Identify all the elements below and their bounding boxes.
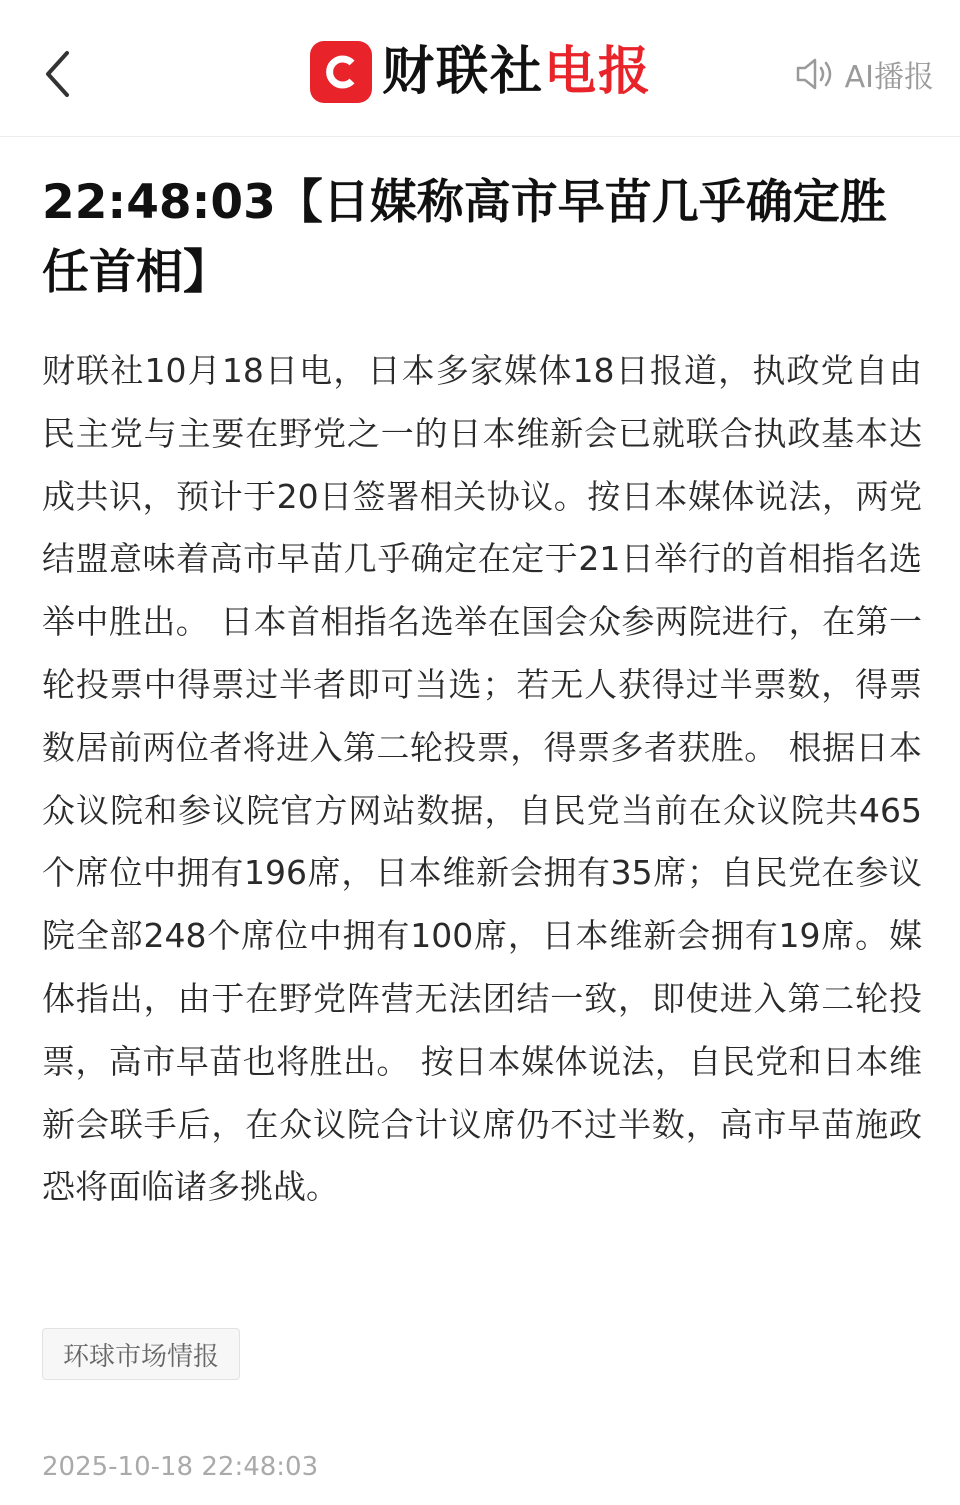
back-chevron-icon <box>43 49 73 99</box>
brand-logo <box>310 40 652 104</box>
brand-name-part1: 财联社 <box>382 42 545 102</box>
article-body: 财联社10月18日电，日本多家媒体18日报道，执政党自由民主党与主要在野党之一的日本维新会已就联合执政基本达成共识，预计于20日签署相关协议。按日本媒体说法，两党结盟意味着高市早苗几乎确定在定于21日举行的首相指名选举中胜出。 日本首相指名选举在国会众参两院进行，在第一轮投票中得票过半者即可当选；若无人获得过半票数，得票数居前两位者将进入第二轮投票，得票多者获胜。 根据日本众议院和参议院官方网站数据，自民党当前在众议院共465个席位中拥有196席，日本维新会拥有35席；自民党在参议院全部248个席位中拥有100席，日本维新会拥有19席。媒体指出，由于在野党阵营无法团结一致，即使进入第二轮投票，高市早苗也将胜出。 按日本媒体说法，自民党和日本维新会联手后，在众议院合计议席仍不过半数，高市早苗施政恐将面临诸多挑战。 <box>42 351 922 1207</box>
speaker-icon <box>793 54 837 94</box>
article-title: 22:48:03【日媒称高市早苗几乎确定胜任首相】 <box>42 175 887 300</box>
brand-c-icon <box>321 52 361 92</box>
top-bar <box>0 0 960 137</box>
brand-name-part2: 电报 <box>544 42 653 102</box>
brand-name <box>382 40 652 104</box>
topic-tag[interactable]: 环球市场情报 <box>42 1328 240 1380</box>
publish-timestamp: 2025-10-18 22:48:03 <box>42 1452 319 1482</box>
back-button[interactable] <box>30 44 86 104</box>
ai-play-label: AI播报 <box>844 60 934 95</box>
ai-play-button[interactable] <box>793 50 934 98</box>
brand-logo-badge <box>310 41 372 103</box>
